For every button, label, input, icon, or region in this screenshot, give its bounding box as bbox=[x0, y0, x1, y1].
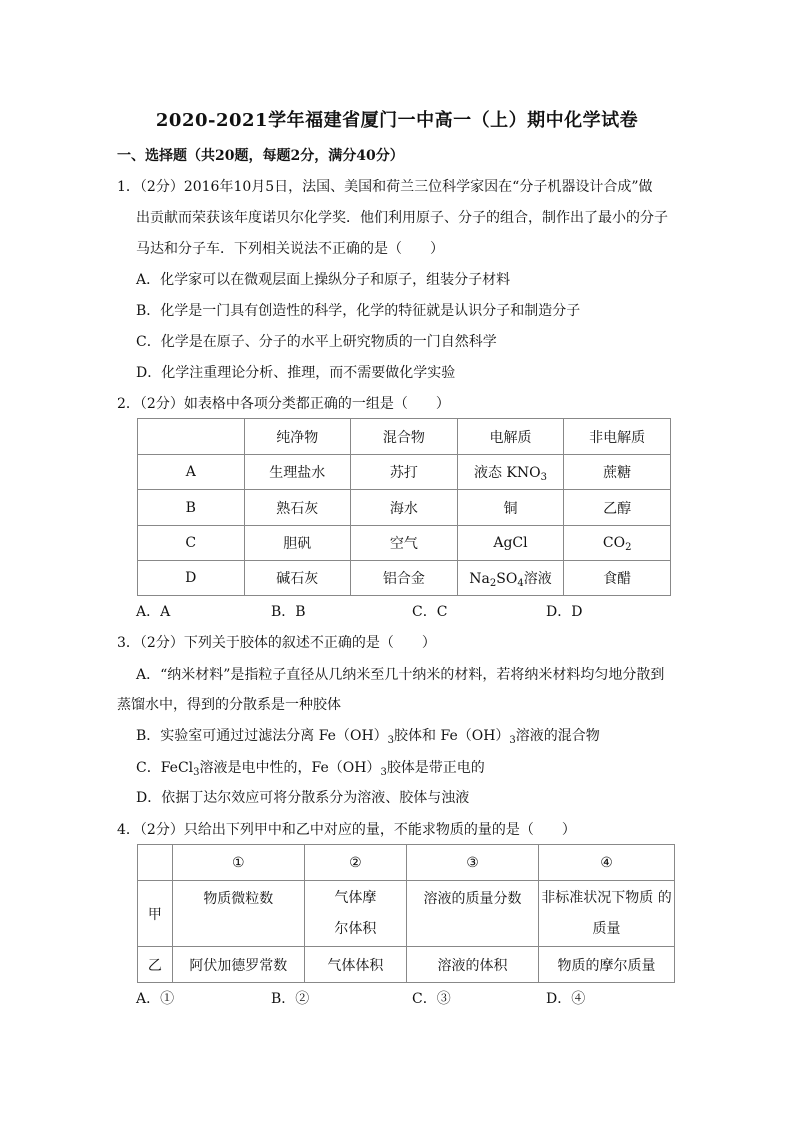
table-cell: 食醋 bbox=[564, 561, 671, 596]
q1-option-c: C．化学是在原子、分子的水平上研究物质的一门自然科学 bbox=[136, 334, 497, 350]
formula-text: Na bbox=[469, 571, 490, 587]
table-row bbox=[138, 881, 675, 947]
q3-option-a-line-1: A．“纳米材料”是指粒子直径从几纳米至几十纳米的材料，若将纳米材料均匀地分散到 bbox=[136, 667, 665, 683]
formula-subscript: 3 bbox=[193, 767, 200, 778]
q1-option-a: A．化学家可以在微观层面上操纵分子和原子，组装分子材料 bbox=[136, 272, 511, 288]
q3-option-a-line-2: 蒸馏水中，得到的分散系是一种胶体 bbox=[117, 697, 341, 713]
table-cell: 碱石灰 bbox=[244, 561, 351, 596]
q1-option-d: D．化学注重理论分析、推理，而不需要做化学实验 bbox=[136, 365, 456, 381]
q1-line-1: 1．（2分）2016年10月5日，法国、美国和荷兰三位科学家因在“分子机器设计合成”做 bbox=[117, 179, 653, 195]
q4-answer-c: C．③ bbox=[412, 991, 451, 1007]
table-cell bbox=[539, 881, 675, 947]
row-label: B bbox=[138, 490, 245, 526]
row-label: C bbox=[138, 526, 245, 561]
text-segment: 溶液的混合物 bbox=[515, 728, 600, 744]
table-cell bbox=[564, 526, 671, 561]
table-header-cell: ① bbox=[172, 845, 304, 881]
table-cell: 气体体积 bbox=[304, 947, 406, 983]
table-cell: 物质的摩尔质量 bbox=[539, 947, 675, 983]
q2-answer-a: A．A bbox=[136, 604, 171, 620]
formula-subscript: 2 bbox=[625, 542, 632, 553]
formula-subscript: 4 bbox=[517, 578, 524, 589]
formula-subscript: 3 bbox=[540, 472, 547, 483]
q1-line-3: 马达和分子车．下列相关说法不正确的是（ ） bbox=[136, 241, 444, 257]
table-header-cell bbox=[138, 419, 245, 455]
table-cell: 物质微粒数 bbox=[172, 881, 304, 947]
table-header-cell: ③ bbox=[407, 845, 539, 881]
formula-subscript: 3 bbox=[387, 735, 395, 746]
q3-option-d: D．依据丁达尔效应可将分散系分为溶液、胶体与浊液 bbox=[136, 790, 470, 806]
table-row bbox=[138, 490, 671, 526]
q2-answer-options bbox=[136, 601, 582, 621]
table-cell: 胆矾 bbox=[244, 526, 351, 561]
table-cell bbox=[304, 881, 406, 947]
table-header-row bbox=[138, 419, 671, 455]
q3-option-b bbox=[136, 726, 600, 746]
formula-text: CO bbox=[602, 535, 626, 551]
table-cell: 乙醇 bbox=[564, 490, 671, 526]
q4-answer-a: A．① bbox=[136, 991, 175, 1007]
q4-stem: 4．（2分）只给出下列甲中和乙中对应的量，不能求物质的量的是（ ） bbox=[117, 822, 576, 838]
table-row bbox=[138, 526, 671, 561]
q2-stem: 2．（2分）如表格中各项分类都正确的一组是（ ） bbox=[117, 396, 450, 412]
section-heading: 一、选择题（共20题，每题2分，满分40分） bbox=[117, 148, 404, 164]
table-cell: 海水 bbox=[351, 490, 458, 526]
table-header-cell: 纯净物 bbox=[244, 419, 351, 455]
table-cell: 阿伏加德罗常数 bbox=[172, 947, 304, 983]
text-segment: B．实验室可通过过滤法分离 Fe（OH） bbox=[136, 728, 388, 744]
q4-answer-b: B．② bbox=[271, 991, 310, 1007]
cell-line: 质量 bbox=[592, 920, 621, 937]
cell-line: 气体摩 bbox=[334, 889, 377, 906]
table-cell: 铜 bbox=[457, 490, 564, 526]
table-cell: 空气 bbox=[351, 526, 458, 561]
q4-answer-d: D．④ bbox=[546, 991, 586, 1007]
table-row bbox=[138, 947, 675, 983]
exam-title: 2020-2021学年福建省厦门一中高一（上）期中化学试卷 bbox=[155, 110, 639, 131]
q2-answer-b: B．B bbox=[271, 604, 306, 620]
formula-subscript: 2 bbox=[489, 578, 497, 589]
row-label: 甲 bbox=[138, 881, 173, 947]
table-cell: 生理盐水 bbox=[244, 455, 351, 490]
formula-text: 液态 KNO bbox=[473, 465, 541, 481]
table-row bbox=[138, 561, 671, 596]
text-segment: C．FeCl bbox=[136, 760, 194, 776]
text-segment: 胶体和 Fe（OH） bbox=[394, 728, 510, 744]
formula-text: SO bbox=[496, 571, 518, 587]
q1-option-b: B．化学是一门具有创造性的科学，化学的特征就是认识分子和制造分子 bbox=[136, 303, 581, 319]
table-row bbox=[138, 455, 671, 490]
table-header-cell bbox=[138, 845, 173, 881]
table-cell: AgCl bbox=[457, 526, 564, 561]
q2-classification-table bbox=[137, 418, 671, 596]
table-cell bbox=[457, 455, 564, 490]
table-header-row bbox=[138, 845, 675, 881]
row-label: A bbox=[138, 455, 245, 490]
cell-line: 非标准状况下物质 的 bbox=[541, 889, 672, 906]
q2-answer-d: D．D bbox=[546, 604, 583, 620]
formula-subscript: 3 bbox=[509, 735, 516, 746]
table-cell bbox=[457, 561, 564, 596]
table-cell: 溶液的体积 bbox=[407, 947, 539, 983]
text-segment: 溶液是电中性的，Fe（OH） bbox=[199, 760, 381, 776]
table-cell: 熟石灰 bbox=[244, 490, 351, 526]
table-header-cell: 混合物 bbox=[351, 419, 458, 455]
table-header-cell: 非电解质 bbox=[564, 419, 671, 455]
q3-option-c bbox=[136, 758, 485, 778]
table-cell: 苏打 bbox=[351, 455, 458, 490]
row-label: 乙 bbox=[138, 947, 173, 983]
formula-text: 溶液 bbox=[523, 571, 552, 587]
table-cell: 蔗糖 bbox=[564, 455, 671, 490]
row-label: D bbox=[138, 561, 245, 596]
formula-subscript: 3 bbox=[380, 767, 387, 778]
table-header-cell: 电解质 bbox=[457, 419, 564, 455]
table-cell: 铝合金 bbox=[351, 561, 458, 596]
cell-line: 尔体积 bbox=[334, 920, 377, 937]
q3-stem: 3．（2分）下列关于胶体的叙述不正确的是（ ） bbox=[117, 635, 436, 651]
table-cell: 溶液的质量分数 bbox=[407, 881, 539, 947]
text-segment: 胶体是带正电的 bbox=[386, 760, 485, 776]
table-header-cell: ② bbox=[304, 845, 406, 881]
q4-answer-options bbox=[136, 988, 585, 1008]
q1-line-2: 出贡献而荣获该年度诺贝尔化学奖．他们利用原子、分子的组合，制作出了最小的分子 bbox=[136, 210, 668, 226]
q2-answer-c: C．C bbox=[412, 604, 448, 620]
q4-quantity-table bbox=[137, 844, 675, 983]
table-header-cell: ④ bbox=[539, 845, 675, 881]
